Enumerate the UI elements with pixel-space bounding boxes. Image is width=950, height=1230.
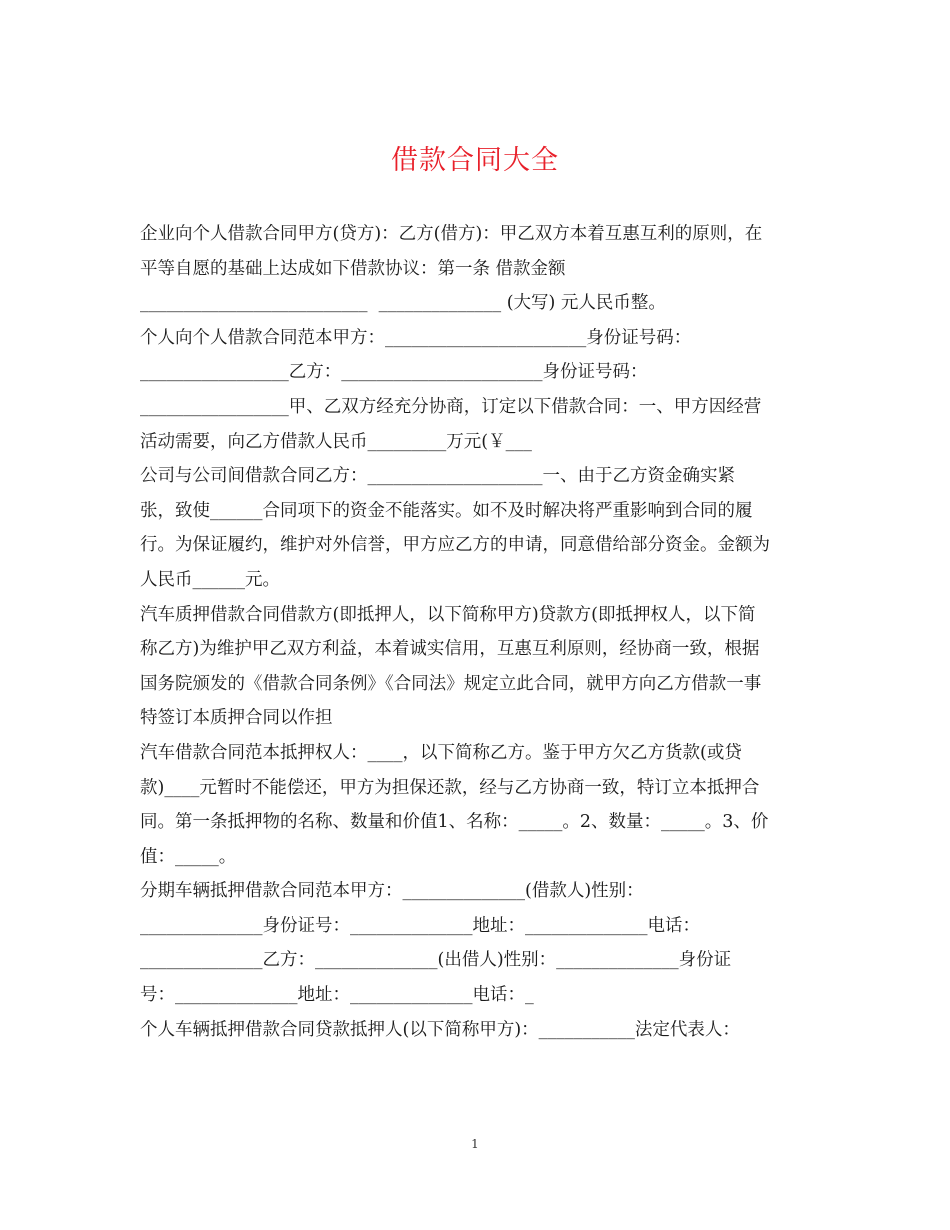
- paragraph-line: _________________乙方：_______________________身份证号码：: [140, 362, 648, 383]
- paragraph: [140, 321, 812, 459]
- document-body: [140, 217, 812, 1047]
- paragraph-line: 张，致使______合同项下的资金不能落实。如不及时解决将严重影响到合同的履: [140, 500, 753, 521]
- paragraph: [140, 598, 812, 736]
- paragraph-line: 人民币______元。: [140, 569, 280, 590]
- paragraph-line: 活动需要，向乙方借款人民币_________万元(￥___: [140, 431, 532, 452]
- paragraph-line: 行。为保证履约，维护对外信誉，甲方应乙方的申请，同意借给部分资金。金额为: [140, 535, 770, 556]
- paragraph: [140, 217, 812, 321]
- paragraph: [140, 874, 812, 1012]
- paragraph: [140, 1013, 812, 1048]
- paragraph: [140, 736, 812, 874]
- paragraph-line: 特签订本质押合同以作担: [140, 708, 333, 729]
- paragraph-line: __________________________ ______________ (大写) 元人民币整。: [140, 293, 666, 314]
- paragraph: [140, 459, 812, 597]
- paragraph-line: 个人向个人借款合同范本甲方：_______________________身份证号码：: [140, 327, 692, 348]
- paragraph-line: 个人车辆抵押借款合同贷款抵押人(以下简称甲方)：___________法定代表人：: [140, 1019, 740, 1040]
- paragraph-line: 分期车辆抵押借款合同范本甲方：______________(借款人)性别：: [140, 881, 644, 902]
- paragraph-line: ______________身份证号：______________地址：______________电话：: [140, 915, 700, 936]
- paragraph-line: 汽车借款合同范本抵押权人：____，以下简称乙方。鉴于甲方欠乙方货款(或贷: [140, 742, 742, 763]
- paragraph-line: _________________甲、乙双方经充分协商，订定以下借款合同：一、甲方因经营: [140, 396, 762, 417]
- paragraph-line: 款)____元暂时不能偿还，甲方为担保还款，经与乙方协商一致，特订立本抵押合: [140, 777, 760, 798]
- paragraph-line: 公司与公司间借款合同乙方：____________________一、由于乙方资金确实紧: [140, 466, 735, 487]
- page-number: 1: [471, 1137, 479, 1151]
- paragraph-line: 国务院颁发的《借款合同条例》《合同法》规定立此合同，就甲方向乙方借款一事: [140, 673, 762, 694]
- paragraph-line: 平等自愿的基础上达成如下借款协议：第一条 借款金额: [140, 258, 566, 279]
- paragraph-line: 称乙方)为维护甲乙双方利益，本着诚实信用，互惠互利原则，经协商一致，根据: [140, 639, 760, 660]
- paragraph-line: 值：_____。: [140, 846, 237, 867]
- document-title: 借款合同大全: [391, 145, 559, 176]
- paragraph-line: 号：______________地址：______________电话：_: [140, 985, 534, 1006]
- paragraph-line: ______________乙方：______________(出借人)性别：______________身份证: [140, 950, 732, 971]
- paragraph-line: 汽车质押借款合同借款方(即抵押人，以下简称甲方)贷款方(即抵押权人，以下简: [140, 604, 756, 625]
- paragraph-line: 企业向个人借款合同甲方(贷方)：乙方(借方)：甲乙双方本着互惠互利的原则，在: [140, 224, 763, 244]
- paragraph-line: 同。第一条抵押物的名称、数量和价值1、名称：_____。2、数量：_____。3、价: [140, 812, 769, 833]
